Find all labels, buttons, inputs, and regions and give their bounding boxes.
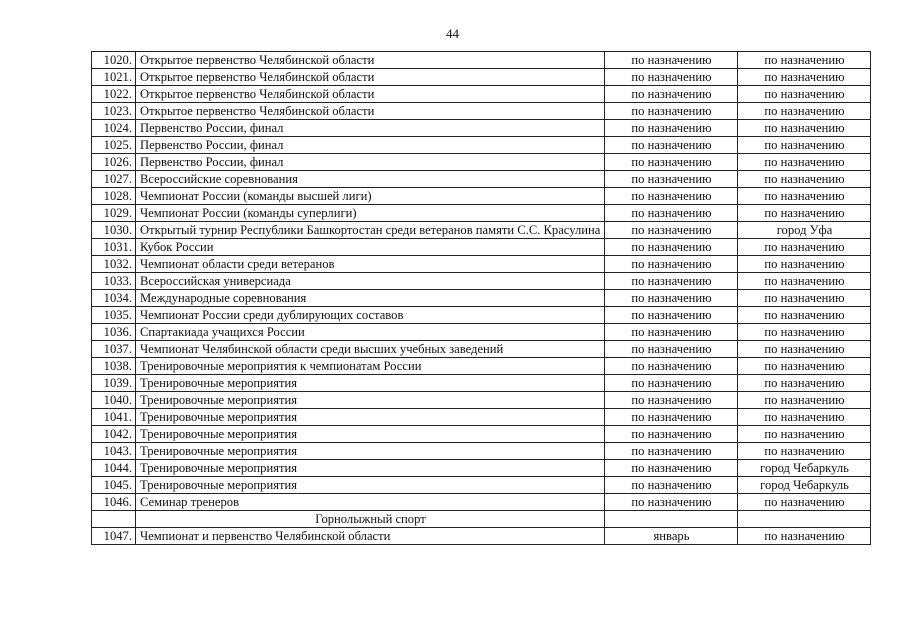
row-number: 1044. (92, 460, 136, 477)
event-date: по назначению (605, 222, 738, 239)
table-row (92, 256, 871, 273)
events-table (91, 51, 871, 545)
event-name: Чемпионат Челябинской области среди высших учебных заведений (136, 341, 605, 358)
table-row (92, 528, 871, 545)
section-title: Горнолыжный спорт (136, 511, 605, 528)
row-number: 1035. (92, 307, 136, 324)
event-name: Всероссийская универсиада (136, 273, 605, 290)
event-place: по назначению (738, 154, 871, 171)
table-row (92, 239, 871, 256)
event-date: по назначению (605, 256, 738, 273)
event-place: по назначению (738, 494, 871, 511)
table-row (92, 103, 871, 120)
row-number: 1033. (92, 273, 136, 290)
event-date: по назначению (605, 392, 738, 409)
event-place: по назначению (738, 409, 871, 426)
event-name: Чемпионат России (команды суперлиги) (136, 205, 605, 222)
section-empty-cell (92, 511, 136, 528)
event-place: по назначению (738, 307, 871, 324)
row-number: 1038. (92, 358, 136, 375)
row-number: 1034. (92, 290, 136, 307)
event-place: город Чебаркуль (738, 477, 871, 494)
row-number: 1021. (92, 69, 136, 86)
event-name: Чемпионат и первенство Челябинской области (136, 528, 605, 545)
row-number: 1046. (92, 494, 136, 511)
event-date: по назначению (605, 171, 738, 188)
event-name: Первенство России, финал (136, 120, 605, 137)
row-number: 1037. (92, 341, 136, 358)
event-name: Первенство России, финал (136, 137, 605, 154)
event-name: Открытое первенство Челябинской области (136, 52, 605, 69)
event-date: по назначению (605, 477, 738, 494)
event-place: по назначению (738, 239, 871, 256)
row-number: 1043. (92, 443, 136, 460)
table-row (92, 222, 871, 239)
event-place: по назначению (738, 528, 871, 545)
event-place: по назначению (738, 290, 871, 307)
event-place: по назначению (738, 137, 871, 154)
table-row (92, 443, 871, 460)
event-name: Спартакиада учащихся России (136, 324, 605, 341)
event-place: по назначению (738, 256, 871, 273)
event-name: Всероссийские соревнования (136, 171, 605, 188)
event-place: по назначению (738, 103, 871, 120)
event-place: по назначению (738, 52, 871, 69)
section-empty-cell (605, 511, 738, 528)
table-row (92, 392, 871, 409)
event-place: по назначению (738, 426, 871, 443)
table-row (92, 341, 871, 358)
event-name: Открытый турнир Республики Башкортостан среди ветеранов памяти С.С. Красулина (136, 222, 605, 239)
table-row (92, 409, 871, 426)
row-number: 1020. (92, 52, 136, 69)
table-row (92, 426, 871, 443)
table-row (92, 494, 871, 511)
event-name: Семинар тренеров (136, 494, 605, 511)
row-number: 1025. (92, 137, 136, 154)
event-date: по назначению (605, 324, 738, 341)
event-place: по назначению (738, 358, 871, 375)
page-number: 44 (446, 26, 459, 41)
event-date: по назначению (605, 69, 738, 86)
event-name: Первенство России, финал (136, 154, 605, 171)
event-date: по назначению (605, 188, 738, 205)
table-row (92, 86, 871, 103)
event-place: по назначению (738, 375, 871, 392)
event-place: по назначению (738, 188, 871, 205)
table-row (92, 188, 871, 205)
row-number: 1040. (92, 392, 136, 409)
event-place: по назначению (738, 273, 871, 290)
event-date: по назначению (605, 290, 738, 307)
section-header-row (92, 511, 871, 528)
event-date: по назначению (605, 120, 738, 137)
event-place: по назначению (738, 392, 871, 409)
event-date: по назначению (605, 103, 738, 120)
event-name: Открытое первенство Челябинской области (136, 103, 605, 120)
event-date: по назначению (605, 494, 738, 511)
event-place: город Чебаркуль (738, 460, 871, 477)
row-number: 1022. (92, 86, 136, 103)
event-date: по назначению (605, 239, 738, 256)
event-date: по назначению (605, 426, 738, 443)
event-name: Тренировочные мероприятия (136, 392, 605, 409)
table-row (92, 290, 871, 307)
event-date: по назначению (605, 375, 738, 392)
table-row (92, 324, 871, 341)
event-name: Тренировочные мероприятия к чемпионатам России (136, 358, 605, 375)
event-place: по назначению (738, 171, 871, 188)
table-row (92, 69, 871, 86)
row-number: 1024. (92, 120, 136, 137)
row-number: 1041. (92, 409, 136, 426)
table-row (92, 477, 871, 494)
section-empty-cell (738, 511, 871, 528)
row-number: 1045. (92, 477, 136, 494)
row-number: 1047. (92, 528, 136, 545)
event-name: Тренировочные мероприятия (136, 375, 605, 392)
table-row (92, 273, 871, 290)
row-number: 1036. (92, 324, 136, 341)
event-name: Открытое первенство Челябинской области (136, 86, 605, 103)
row-number: 1039. (92, 375, 136, 392)
event-name: Международные соревнования (136, 290, 605, 307)
table-row (92, 171, 871, 188)
event-place: по назначению (738, 205, 871, 222)
table-row (92, 154, 871, 171)
row-number: 1026. (92, 154, 136, 171)
event-name: Кубок России (136, 239, 605, 256)
row-number: 1031. (92, 239, 136, 256)
row-number: 1027. (92, 171, 136, 188)
event-name: Тренировочные мероприятия (136, 426, 605, 443)
table-row (92, 460, 871, 477)
event-date: по назначению (605, 341, 738, 358)
event-name: Тренировочные мероприятия (136, 477, 605, 494)
event-date: по назначению (605, 460, 738, 477)
event-date: по назначению (605, 86, 738, 103)
event-date: по назначению (605, 154, 738, 171)
row-number: 1028. (92, 188, 136, 205)
row-number: 1042. (92, 426, 136, 443)
table-row (92, 375, 871, 392)
event-place: по назначению (738, 86, 871, 103)
event-date: по назначению (605, 205, 738, 222)
table-row (92, 205, 871, 222)
table-row (92, 137, 871, 154)
table-row (92, 120, 871, 137)
row-number: 1030. (92, 222, 136, 239)
event-date: по назначению (605, 307, 738, 324)
event-date: по назначению (605, 358, 738, 375)
event-date: по назначению (605, 137, 738, 154)
table-row (92, 358, 871, 375)
event-name: Чемпионат области среди ветеранов (136, 256, 605, 273)
event-date: январь (605, 528, 738, 545)
event-name: Открытое первенство Челябинской области (136, 69, 605, 86)
table-row (92, 52, 871, 69)
event-date: по назначению (605, 443, 738, 460)
event-name: Чемпионат России среди дублирующих составов (136, 307, 605, 324)
row-number: 1023. (92, 103, 136, 120)
event-name: Чемпионат России (команды высшей лиги) (136, 188, 605, 205)
event-date: по назначению (605, 409, 738, 426)
event-date: по назначению (605, 273, 738, 290)
event-name: Тренировочные мероприятия (136, 460, 605, 477)
event-name: Тренировочные мероприятия (136, 409, 605, 426)
event-place: по назначению (738, 120, 871, 137)
event-name: Тренировочные мероприятия (136, 443, 605, 460)
events-table-body (92, 52, 871, 545)
event-place: по назначению (738, 341, 871, 358)
event-place: по назначению (738, 69, 871, 86)
event-place: по назначению (738, 443, 871, 460)
event-place: город Уфа (738, 222, 871, 239)
event-place: по назначению (738, 324, 871, 341)
row-number: 1032. (92, 256, 136, 273)
event-date: по назначению (605, 52, 738, 69)
table-row (92, 307, 871, 324)
row-number: 1029. (92, 205, 136, 222)
